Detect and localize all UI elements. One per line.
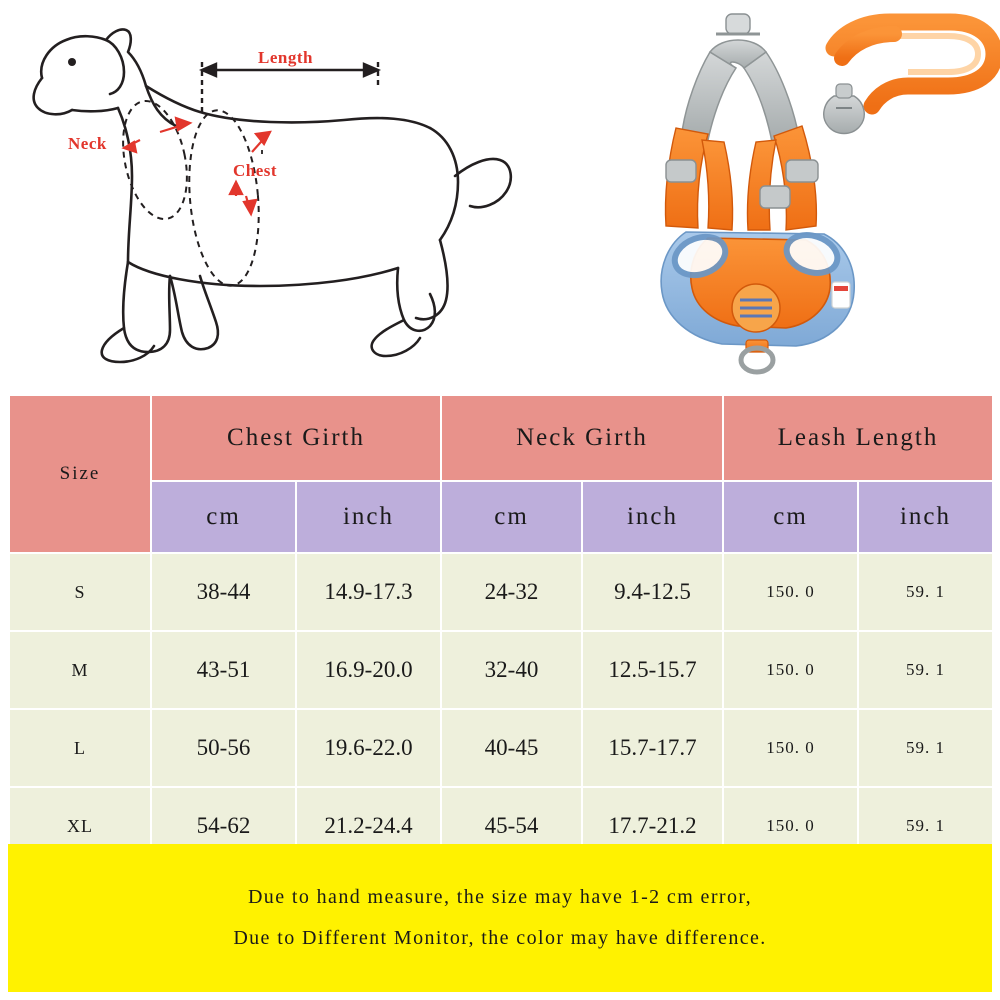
- note-line-2: Due to Different Monitor, the color may have difference.: [233, 927, 767, 949]
- subheader-leash-inch: inch: [858, 481, 993, 553]
- cell-neck-inch: 15.7-17.7: [582, 709, 723, 787]
- disclaimer-note: [8, 844, 992, 992]
- dog-measurement-diagram: [0, 0, 590, 392]
- illustration-area: [0, 0, 1000, 392]
- cell-neck-inch: 12.5-15.7: [582, 631, 723, 709]
- cell-leash-inch: 59. 1: [858, 787, 993, 865]
- cell-chest-inch: 19.6-22.0: [296, 709, 441, 787]
- cell-chest-inch: 16.9-20.0: [296, 631, 441, 709]
- table-subheader-row: [9, 481, 993, 553]
- neck-arrow: [124, 118, 190, 152]
- cell-leash-cm: 150. 0: [723, 553, 858, 631]
- cell-leash-cm: 150. 0: [723, 787, 858, 865]
- subheader-chest-inch: inch: [296, 481, 441, 553]
- table-row: [9, 631, 993, 709]
- cell-chest-cm: 43-51: [151, 631, 296, 709]
- cell-leash-cm: 150. 0: [723, 631, 858, 709]
- chest-measure-ellipse: [182, 107, 265, 288]
- size-table: [8, 394, 994, 866]
- size-table-container: [8, 394, 992, 866]
- cell-size: M: [9, 631, 151, 709]
- cell-size: XL: [9, 787, 151, 865]
- subheader-leash-cm: cm: [723, 481, 858, 553]
- header-neck-girth: Neck Girth: [441, 395, 723, 481]
- leash-clip: [824, 84, 865, 134]
- cell-size: L: [9, 709, 151, 787]
- d-ring: [741, 340, 773, 372]
- header-leash-length: Leash Length: [723, 395, 993, 481]
- cell-neck-inch: 9.4-12.5: [582, 553, 723, 631]
- cell-leash-inch: 59. 1: [858, 631, 993, 709]
- cell-neck-inch: 17.7-21.2: [582, 787, 723, 865]
- cell-chest-inch: 21.2-24.4: [296, 787, 441, 865]
- label-length: Length: [258, 48, 313, 67]
- leash: [834, 22, 994, 106]
- header-chest-girth: Chest Girth: [151, 395, 441, 481]
- product-image: [590, 0, 1000, 392]
- cell-neck-cm: 40-45: [441, 709, 582, 787]
- neck-measure-ellipse: [113, 95, 197, 225]
- label-neck: Neck: [68, 134, 107, 153]
- cell-chest-cm: 54-62: [151, 787, 296, 865]
- cell-leash-inch: 59. 1: [858, 709, 993, 787]
- subheader-neck-inch: inch: [582, 481, 723, 553]
- cell-leash-inch: 59. 1: [858, 553, 993, 631]
- vest-body: [661, 229, 854, 346]
- cell-neck-cm: 24-32: [441, 553, 582, 631]
- cell-chest-cm: 50-56: [151, 709, 296, 787]
- table-row: [9, 553, 993, 631]
- note-line-1: Due to hand measure, the size may have 1-2 cm error,: [247, 886, 753, 908]
- reflective-straps: [682, 14, 798, 142]
- cell-neck-cm: 45-54: [441, 787, 582, 865]
- table-header-row: [9, 395, 993, 481]
- cell-chest-cm: 38-44: [151, 553, 296, 631]
- length-arrow: [202, 62, 378, 112]
- cell-chest-inch: 14.9-17.3: [296, 553, 441, 631]
- cell-neck-cm: 32-40: [441, 631, 582, 709]
- subheader-chest-cm: cm: [151, 481, 296, 553]
- subheader-neck-cm: cm: [441, 481, 582, 553]
- header-size: Size: [9, 395, 151, 553]
- table-row: [9, 709, 993, 787]
- label-chest: Chest: [233, 161, 278, 180]
- cell-leash-cm: 150. 0: [723, 709, 858, 787]
- dog-harness-illustration: [590, 0, 1000, 392]
- cell-size: S: [9, 553, 151, 631]
